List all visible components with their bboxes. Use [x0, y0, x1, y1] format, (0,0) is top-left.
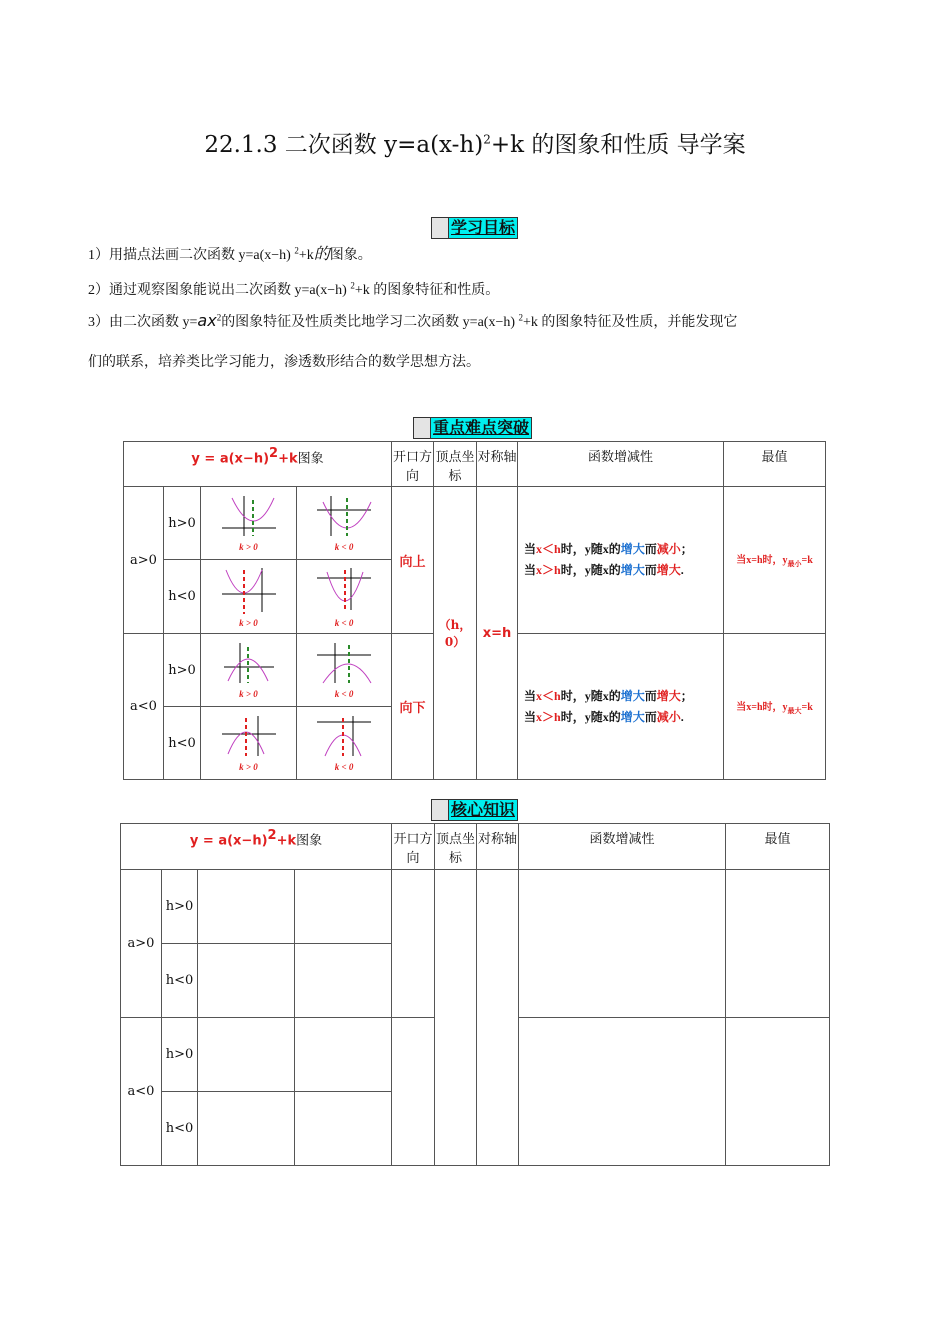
blank-cell[interactable]: [198, 1092, 295, 1166]
blank-monotonicity[interactable]: [519, 870, 726, 1018]
header-open: 开口方向: [392, 442, 434, 487]
section-heading-core: 核心知识: [431, 799, 518, 821]
blank-cell[interactable]: [295, 870, 392, 944]
blank-cell[interactable]: [295, 1092, 392, 1166]
h-negative-label: h<0: [164, 560, 201, 634]
blank-cell[interactable]: [198, 1018, 295, 1092]
min-value: 当x=h时，$y_{最小}=k$: [724, 487, 826, 634]
graph-up-hpos-kpos: k > 0: [201, 487, 297, 560]
header-graph: $y = a(x-h)^2+k$图象: [124, 442, 392, 487]
header-vertex: 顶点坐标: [435, 824, 477, 870]
a-positive-label: a>0: [124, 487, 164, 634]
section-heading-key: 重点难点突破: [413, 417, 532, 439]
h-positive-label: h>0: [164, 634, 201, 707]
h-positive-label: h>0: [162, 870, 198, 944]
page-title: 22.1.3 二次函数 $y=a(x-h)^2+k$ 的图象和性质 导学案: [204, 132, 746, 158]
graph-down-hneg-kneg: k < 0: [297, 707, 392, 780]
monotonicity-down: 当x＜h时，y随x的增大而增大； 当x＞h时，y随x的增大而减小.: [518, 634, 724, 780]
blank-cell[interactable]: [295, 1018, 392, 1092]
blank-cell[interactable]: [198, 870, 295, 944]
graph-up-hneg-kneg: k < 0: [297, 560, 392, 634]
section-heading-goals: 学习目标: [431, 217, 518, 239]
max-value: 当x=h时，$y_{最大}=k$: [724, 634, 826, 780]
header-vertex: 顶点坐标: [434, 442, 477, 487]
monotonicity-up: 当x＜h时，y随x的增大而减小； 当x＞h时，y随x的增大而增大.: [518, 487, 724, 634]
axis-value: x=h: [477, 487, 518, 780]
worksheet-table: [120, 823, 830, 1166]
a-positive-label: a>0: [121, 870, 162, 1018]
blank-cell[interactable]: [295, 944, 392, 1018]
header-monotonicity: 函数增减性: [518, 442, 724, 487]
blank-axis[interactable]: [477, 870, 519, 1166]
objective-2: 2）通过观察图象能说出二次函数 y=a(x−h) $^2$+k 的图象特征和性质。: [88, 280, 500, 298]
objective-1: 1）用描点法画二次函数 y=a(x−h) $^2$+k的图象。: [88, 244, 372, 263]
header-graph: $y = a(x-h)^2+k$图象: [121, 824, 392, 870]
a-negative-label: a<0: [121, 1018, 162, 1166]
graph-down-hpos-kpos: k > 0: [201, 634, 297, 707]
h-negative-label: h<0: [162, 944, 198, 1018]
blank-open[interactable]: [392, 870, 435, 1018]
blank-monotonicity[interactable]: [519, 1018, 726, 1166]
graph-up-hneg-kpos: k > 0: [201, 560, 297, 634]
blank-cell[interactable]: [198, 944, 295, 1018]
blank-vertex[interactable]: [435, 870, 477, 1166]
header-axis: 对称轴: [477, 824, 519, 870]
graph-down-hpos-kneg: k < 0: [297, 634, 392, 707]
objective-3-cont: 们的联系，培养类比学习能力，渗透数形结合的数学思想方法。: [88, 355, 480, 370]
header-axis: 对称轴: [477, 442, 518, 487]
open-down: 向下: [392, 634, 434, 780]
header-extreme: 最值: [726, 824, 830, 870]
h-positive-label: h>0: [162, 1018, 198, 1092]
header-open: 开口方向: [392, 824, 435, 870]
blank-open[interactable]: [392, 1018, 435, 1166]
h-negative-label: h<0: [162, 1092, 198, 1166]
a-negative-label: a<0: [124, 634, 164, 780]
graph-down-hneg-kpos: k > 0: [201, 707, 297, 780]
graph-up-hpos-kneg: k < 0: [297, 487, 392, 560]
blank-extreme[interactable]: [726, 1018, 830, 1166]
header-extreme: 最值: [724, 442, 826, 487]
open-up: 向上: [392, 487, 434, 634]
header-monotonicity: 函数增减性: [519, 824, 726, 870]
objective-3: 3）由二次函数 $y=ax^2$的图象特征及性质类比地学习二次函数 y=a(x−h) $^2$+k 的图象特征及性质，并能发现它: [88, 311, 738, 330]
h-positive-label: h>0: [164, 487, 201, 560]
vertex-value: （h，0）: [434, 487, 477, 780]
properties-table: [123, 441, 826, 780]
h-negative-label: h<0: [164, 707, 201, 780]
blank-extreme[interactable]: [726, 870, 830, 1018]
